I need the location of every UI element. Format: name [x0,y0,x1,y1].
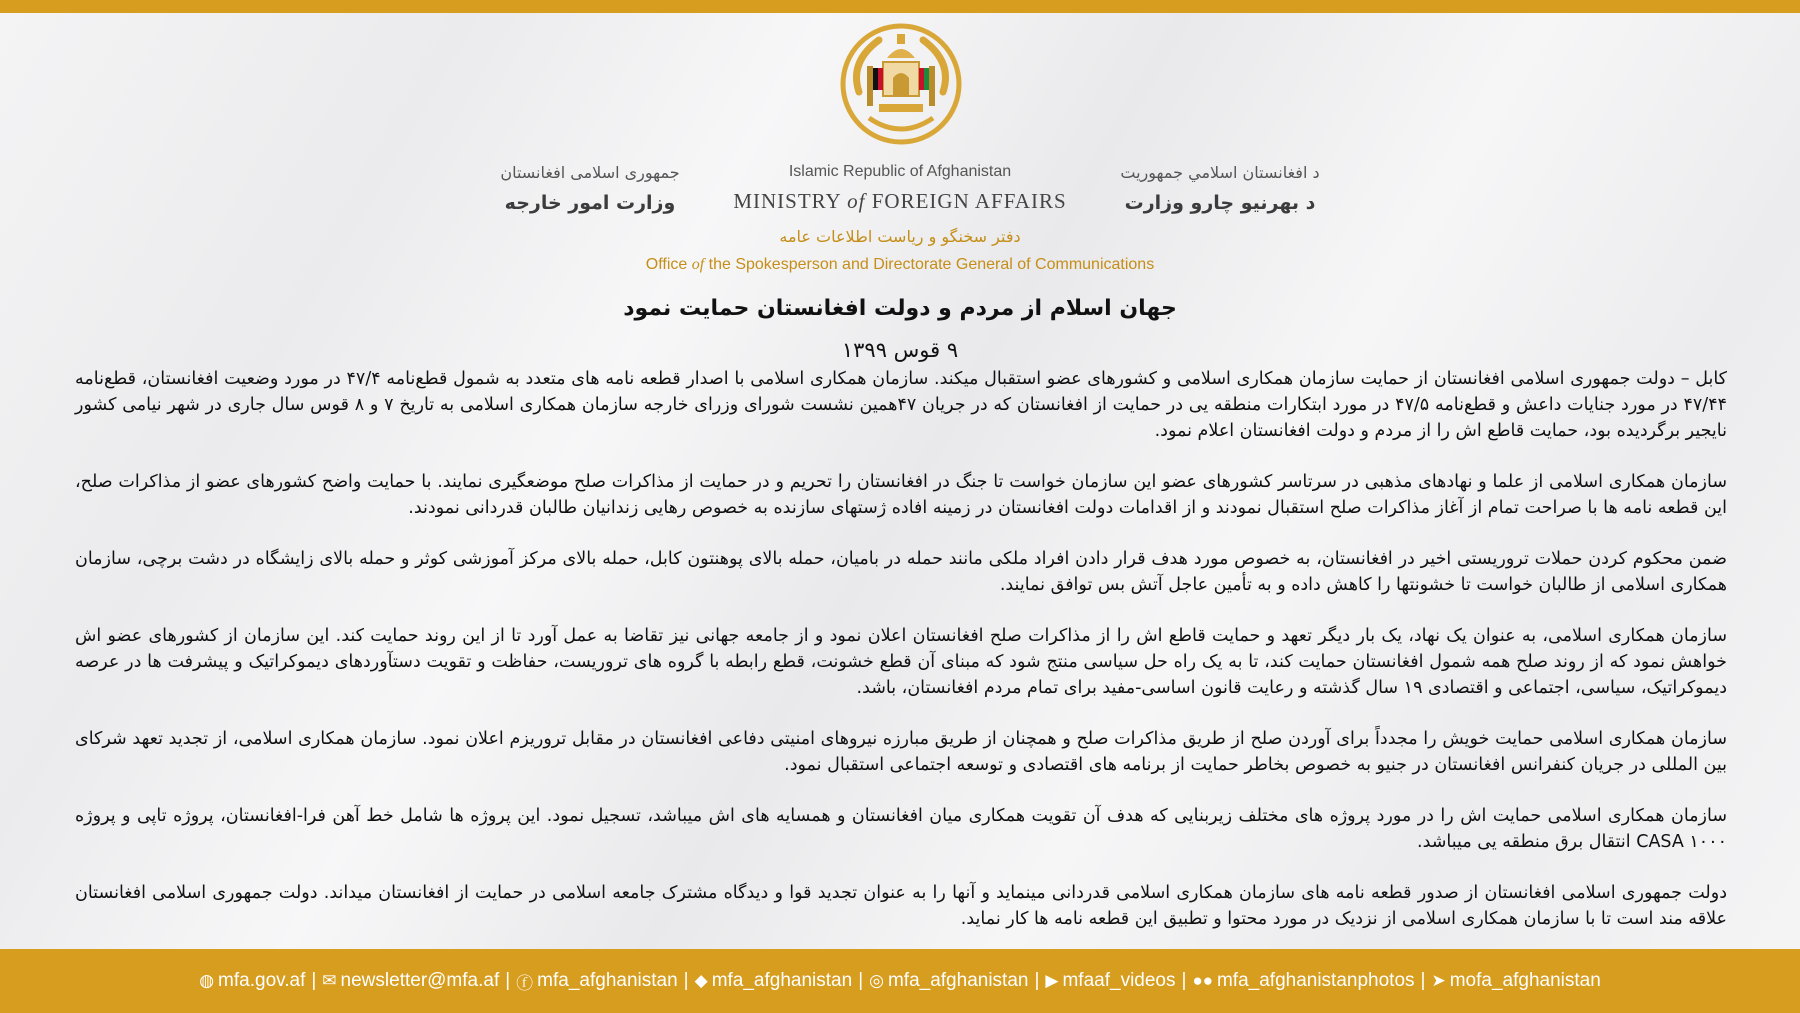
footer-youtube-link[interactable] [1045,970,1175,992]
header-pashto [1110,163,1330,214]
footer-separator: | [1181,970,1187,991]
footer-instagram-link[interactable] [869,970,1028,992]
press-release-body [75,366,1727,957]
footer-facebook-link[interactable] [516,969,678,994]
footer-flickr-link[interactable] [1192,970,1414,992]
header-english [700,163,1100,214]
body-paragraph-1: کابل – دولت جمهوری اسلامی افغانستان از حمایت سازمان همکاری اسلامی و کشورهای عضو استقبال میکند. سازمان همکاری اسلامی با اصدار قطعه نامه های متعدد به شمول قطع‌نامه ۴۷/۴ در مورد وضعیت افغانستان، قطع‌نامه ۴۷/۴۴ در مورد جنایات داعش و قطع‌نامه ۴۷/۵ در مورد ابتکارات منطقه یی در حمایت از افغانستان که در جریان ۴۷همین نشست شورای وزرای خارجه سازمان همکاری اسلامی به تاریخ ۷ و ۸ قوس سال جاری در شهر نیامی کشور نایجیر برگردیده بود، حمایت قاطع اش را از مردم و دولت افغانستان اعلام نمود. [75,369,1727,441]
globe-icon: ◍ [199,971,215,990]
footer-flickr-text: mfa_afghanistanphotos [1216,970,1415,991]
footer-separator: | [505,970,511,991]
footer-facebook-text: mfa_afghanistan [537,970,678,991]
body-paragraph-5: سازمان همکاری اسلامی حمایت خویش را مجدداً برای آوردن صلح از طریق مذاکرات صلح و همچنان از طریق مبارزه نیروهای امنیتی دفاعی افغانستان در مقابل تروریزم اعلان نمود. سازمان همکاری اسلامی، از تجدید تعهد شرکای بین المللی در جریان کنفرانس افغانستان در جنیو به خصوص بخاطر حمایت از برنامه های اقتصادی و توسعه اجتماعی استقبال نمود. [75,729,1727,775]
office-text-pre: Office [645,256,692,273]
office-text-post: the Spokesperson and Directorate General of Communications [704,256,1155,273]
body-paragraph-3: ضمن محکوم کردن حملات تروریستی اخیر در افغانستان، به خصوص مورد هدف قرار دادن افراد ملکی مانند حمله در بامیان، حمله بالای پوهنتون کابل، حمله بالای مرکز آموزشی کوثر و حمله بالای زایشگاه در دشت برچی، سازمان همکاری اسلامی از طالبان خواست تا خشونتها را کاهش داده و به تأمین عاجل آتش بس توافق نمایند. [75,549,1727,595]
footer-email-link[interactable] [322,970,499,992]
footer-telegram-link[interactable] [1431,970,1600,992]
ministry-text-pre: MINISTRY [733,189,848,213]
contact-footer [0,949,1800,1013]
flickr-icon: ●● [1192,971,1213,990]
footer-twitter-text: mfa_afghanistan [711,970,853,991]
youtube-icon: ▶ [1045,971,1059,990]
footer-instagram-text: mfa_afghanistan [887,970,1029,991]
footer-separator: | [858,970,864,991]
footer-separator: | [311,970,317,991]
footer-website-link[interactable] [199,970,305,992]
header-pashto-ministry: د بهرنیو چارو وزارت [1124,192,1316,214]
footer-youtube-text: mfaaf_videos [1062,970,1176,991]
office-english [550,256,1250,274]
office-text-of: of [691,256,705,273]
footer-separator: | [1034,970,1040,991]
press-release-date: ۹ قوس ۱۳۹۹ [841,338,959,362]
top-accent-bar [0,0,1800,13]
twitter-icon: ◆ [694,971,708,990]
footer-separator: | [1420,970,1426,991]
header-english-ministry [700,189,1100,214]
header-dari-country: جمهوری اسلامی افغانستان [500,163,680,182]
press-release-title: جهان اسلام از مردم و دولت افغانستان حمایت نمود [623,296,1177,321]
envelope-icon: ✉ [322,971,337,990]
body-paragraph-2: سازمان همکاری اسلامی از علما و نهادهای مذهبی در سرتاسر کشورهای عضو این سازمان خواست تا جنگ در افغانستان را تحریم و در حمایت از مذاکرات صلح موضعگیری نمایند. با حمایت واضح کشورهای عضو از مذاکرات صلح، این قطعه نامه ها با صراحت تمام از آغاز مذاکرات صلح استقبال نمودند و از اقدامات دولت افغانستان در زمینه افاده ژستهای سازنده به خصوص رهایی زندانیان طالبان قدردانی نمودند. [75,472,1727,518]
header-english-country: Islamic Republic of Afghanistan [788,163,1012,180]
facebook-icon: ⓕ [516,973,534,993]
body-paragraph-4: سازمان همکاری اسلامی، به عنوان یک نهاد، یک بار دیگر تعهد و حمایت قاطع اش را از مذاکرات صلح افغانستان اعلان نمود و از جامعه جهانی نیز تقاضا به عمل آورد تا از این روند حمایت کند. این سازمان از کشورهای عضو اش خواهش نمود که از روند صلح همه شمول افغانستان حمایت کند، تا به یک راه حل سیاسی منتج شود که مبنای آن قطع خشونت، قطع رابطه با گروه های تروریست، حفاظت و تقویت دستآوردهای دیموکراتیک و پیشرفت ها در عرصه دیموکراتیک، سیاسی، اجتماعی و اقتصادی ۱۹ سال گذشته و رعایت قانون اساسی-مفید برای تمام مردم افغانستان، باشد. [75,626,1727,698]
header-dari [500,163,680,214]
national-emblem-icon [839,22,963,146]
body-paragraph-7: دولت جمهوری اسلامی افغانستان از صدور قطعه نامه های سازمان همکاری اسلامی قدردانی مینماید و آنها را به عنوان تجدید قوا و دیدگاه مشترک جامعه اسلامی در حمایت از افغانستان میداند. دولت جمهوری اسلامی افغانستان علاقه مند است تا با سازمان همکاری اسلامی از نزدیک در مورد محتوا و تطبیق این قطعه نامه ها کار نماید. [75,883,1727,929]
header-dari-ministry: وزارت امور خارجه [504,192,676,214]
ministry-text-post: FOREIGN AFFAIRS [865,189,1067,213]
telegram-icon: ➤ [1431,971,1446,990]
footer-email-text: newsletter@mfa.af [340,970,500,991]
header-pashto-country: د افغانستان اسلامي جمهوریت [1120,163,1320,182]
footer-separator: | [683,970,689,991]
ministry-text-of: of [847,189,866,213]
office-dari: دفتر سخنگو و ریاست اطلاعات عامه [779,227,1021,246]
body-paragraph-6: سازمان همکاری اسلامی حمایت اش را در مورد پروژه های مختلف زیربنایی که هدف آن تقویت همکاری میان افغانستان و همسایه های اش میباشد، تسجیل نمود. این پروژه ها شامل خط آهن فرا-افغانستان، پروژه تاپی و پروژه CASA ۱۰۰۰ انتقال برق منطقه یی میباشد. [75,806,1727,852]
footer-telegram-text: mofa_afghanistan [1449,970,1601,991]
instagram-icon: ◎ [869,971,884,990]
footer-website-text: mfa.gov.af [218,970,306,991]
footer-twitter-link[interactable] [695,970,853,992]
